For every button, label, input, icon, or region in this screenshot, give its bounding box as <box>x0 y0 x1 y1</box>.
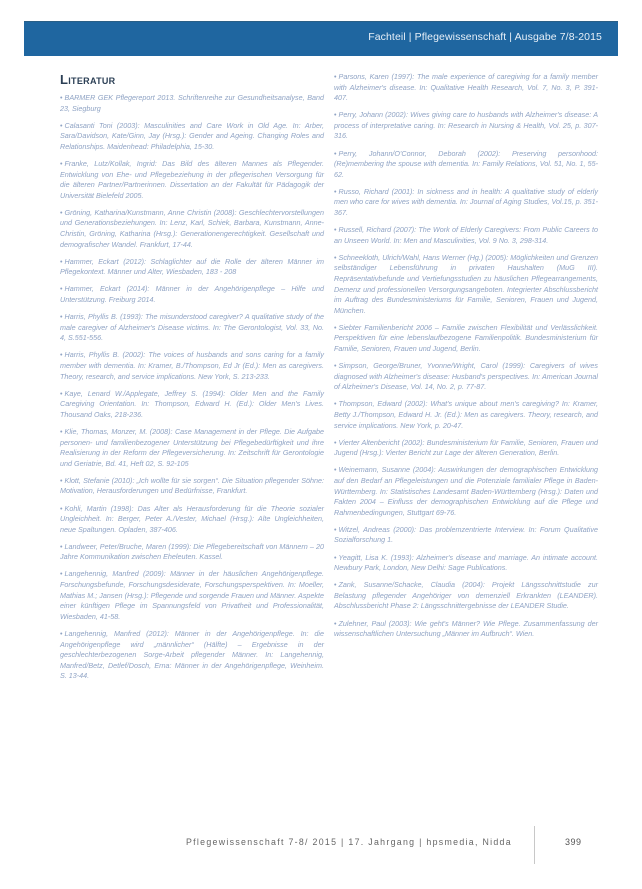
reference-entry <box>334 580 598 612</box>
footer-divider <box>534 826 535 864</box>
bullet-icon: • <box>334 72 337 81</box>
bullet-icon: • <box>334 361 337 371</box>
reference-text: Witzel, Andreas (2000): Das problemzentrierte Interview. In: Forum Qualitative Sozialforschung 1. <box>334 524 598 545</box>
bullet-icon: • <box>334 437 337 447</box>
reference-text: Parsons, Karen (1997): The male experience of caregiving for a family member with Alzheimer's disease. In: Qualitative Health Research, Vol. 7, No. 3, P. 391-407. <box>334 72 598 103</box>
reference-text: Perry, Johann (2002): Wives giving care to husbands with Alzheimer's disease: A process of interpretative caring. In: Research in Nursing & Health, Vol. 25, p. 307-316. <box>334 110 598 141</box>
reference-entry <box>60 504 324 536</box>
reference-entry <box>334 187 598 219</box>
reference-entry <box>60 476 324 497</box>
reference-text: Vierter Altenbericht (2002): Bundesministerium für Familie, Senioren, Frauen und Jugend (Hrsg.): Vierter Bericht zur Lage der älteren Generation, Berlin. <box>334 437 598 458</box>
bullet-icon: • <box>60 541 63 551</box>
bullet-icon: • <box>334 465 337 475</box>
reference-entry <box>60 350 324 382</box>
reference-entry <box>334 465 598 518</box>
bullet-icon: • <box>60 93 63 102</box>
bullet-icon: • <box>60 158 63 168</box>
reference-text: Russo, Richard (2001): In sickness and in health: A qualitative study of elderly men who care for wives with dementia. In: Journal of Aging Studies, Vol.15, p. 351-367. <box>334 186 598 218</box>
reference-text: Weinemann, Susanne (2004): Auswirkungen der demographischen Entwicklung auf den Bedarf an Pflegeleistungen und die Potenziale familialer Pflege in Baden-Württemberg. In: Statistisches Landesamt Baden-Württemberg (Hrsg.): Daten und Fakten 2004 – Einfluss der demographischen Entwicklung auf die Pflege und Rahmenbedingungen, Stuttgart 69-76. <box>334 465 598 517</box>
reference-entry <box>60 208 324 250</box>
reference-text: Landweer, Peter/Bruche, Maren (1999): Die Pflegebereitschaft von Männern – 20 Jahre Kommunikation zwischen Eheleuten. Kassel. <box>60 541 324 562</box>
footer-journal-line: Pflegewissenschaft 7-8/ 2015 | 17. Jahrgang | hpsmedia, Nidda <box>186 837 512 847</box>
bullet-icon: • <box>60 388 63 398</box>
reference-list-left <box>60 93 324 682</box>
reference-entry <box>334 110 598 142</box>
bullet-icon: • <box>60 256 63 266</box>
bullet-icon: • <box>60 569 63 579</box>
bullet-icon: • <box>60 475 63 485</box>
bullet-icon: • <box>60 503 63 513</box>
bullet-icon: • <box>334 618 337 628</box>
reference-text: Harris, Phyllis B. (1993): The misunderstood caregiver? A qualitative study of the male caregiver of Alzheimer's Disease victims. In: The Gerontologist, Vol. 33, No. 4, S.551-556. <box>60 312 324 343</box>
reference-text: Zank, Susanne/Schacke, Claudia (2004): Projekt Längsschnittstudie zur Belastung pflegender Angehöriger von demenziell Erkrankten (LEANDER). Abschlussbericht Phase 2: Längsschnittergebnisse der LEANDER Studie. <box>334 580 598 611</box>
reference-list-right <box>334 72 598 640</box>
bullet-icon: • <box>60 628 63 638</box>
reference-text: Klott, Stefanie (2010): „Ich wollte für sie sorgen“. Die Situation pflegender Söhne: Motivation, Herausforderungen und Bedürfnisse, Frankfurt. <box>60 475 324 496</box>
reference-entry <box>334 149 598 181</box>
bullet-icon: • <box>334 110 337 120</box>
reference-text: Simpson, George/Bruner, Yvonne/Wright, Carol (1999): Caregivers of wives diagnosed with Alzheimer's disease: Husband's perspectives. In: American Journal of Alzheimer's Disease, Vol. 14, No. 2, p. 77-87. <box>334 361 598 392</box>
reference-text: Kohli, Martin (1998): Das Alter als Herausforderung für die Theorie sozialer Ungleichheit. In: Berger, Peter A./Vester, Michael (Hrsg.): Alte Ungleichheiten, neue Spaltungen. Opladen, 387-406. <box>60 503 324 534</box>
section-title: Literatur <box>60 72 116 87</box>
bullet-icon: • <box>334 399 337 409</box>
reference-text: Langehennig, Manfred (2009): Männer in der häuslichen Angehörigenpflege. Forschungsbefunde, Forschungsdesiderate, Forschungsperspektiven. In: Moeller, Mathias M.; Jansen (Hrsg.): Pflegende und sorgende Frauen und Männer. Aspekte einer künftigen Pflege im Spannungsfeld von Privatheit und Professionalität, Wiesbaden, 41-58. <box>60 569 324 621</box>
reference-text: Kaye, Lenard W./Applegate, Jeffrey S. (1994): Older Men and the Family Caregiving Orientation. In: Thompson, Edward H. (Ed.): Older Men's Lives. Thousand Oaks, 218-236. <box>60 388 324 419</box>
reference-text: Harris, Phyllis B. (2002): The voices of husbands and sons caring for a family member with dementia. In: Kramer, B./Thompson, Ed Jr (Ed.): Men as caregivers. Theory, research, and service implications. New York, S. 213-233. <box>60 350 324 381</box>
reference-entry <box>60 284 324 305</box>
reference-entry <box>60 569 324 622</box>
reference-text: Hammer, Eckart (2012): Schlaglichter auf die Rolle der älteren Männer im Pflegekontext. Männer und Alter, Wiesbaden, 183 - 208 <box>60 256 324 277</box>
reference-text: Schneekloth, Ulrich/Wahl, Hans Werner (Hg.) (2005): Möglichkeiten und Grenzen selbständiger Lebensführung in privaten Haushalten (MuG III). Repräsentativbefunde und Vertiefungsstudien zu häuslichen Pflegearrangements, Demenz und professionellen Versorgungsangeboten. Integrierter Abschlussbericht im Auftrag des Bundesministeriums für Familie, Senioren, Frauen und Jugend, München. <box>334 252 598 315</box>
bullet-icon: • <box>334 148 337 158</box>
reference-entry <box>60 312 324 344</box>
reference-entry <box>334 225 598 246</box>
reference-entry <box>60 427 324 469</box>
reference-entry <box>334 438 598 459</box>
reference-entry <box>60 257 324 278</box>
reference-text: Gröning, Katharina/Kunstmann, Anne Christin (2008): Geschlechtervorstellungen und Generationsbeziehungen. In: Lenz, Karl, Schiek, Barbara, Kunstmann, Anne-Christin, Gröning, Katharina (Hrsg.): Generationengerechtigkeit. Gesellschaft und demografischer Wandel. Frankfurt, 17-44. <box>60 207 324 249</box>
reference-text: BARMER GEK Pflegereport 2013. Schriftenreihe zur Gesundheitsanalyse, Band 23, Siegburg <box>60 93 324 113</box>
reference-text: Zulehner, Paul (2003): Wie geht's Männer? Wie Pflege. Zusammenfassung der wissenschaftlichen Untersuchung „Männer im Aufbruch“. Wien. <box>334 618 598 639</box>
reference-text: Russell, Richard (2007): The Work of Elderly Caregivers: From Public Careers to an Unseen World. In: Men and Masculinities, Vol. 9 No. 3, 298-314. <box>334 225 598 245</box>
reference-text: Hammer, Eckart (2014): Männer in der Angehörigenpflege – Hilfe und Unterstützung. Freiburg 2014. <box>60 284 324 304</box>
header-bar <box>24 21 618 56</box>
reference-entry <box>60 121 324 153</box>
reference-entry <box>60 93 324 114</box>
reference-text: Franke, Lutz/Kollak, Ingrid: Das Bild des älteren Mannes als Pflegender. Entwicklung von Ehe- und Pflegebeziehung in der pflegerischen Versorgung für die älteren Partner/Partnerinnen. Dissertation an der Fakultät für Pädagogik der Universität Bielefeld 2005. <box>60 158 324 200</box>
bullet-icon: • <box>334 580 337 590</box>
bullet-icon: • <box>334 225 337 235</box>
reference-entry <box>60 389 324 421</box>
bullet-icon: • <box>334 252 337 262</box>
reference-text: Siebter Familienbericht 2006 – Familie zwischen Flexibilität und Verlässlichkeit. Perspektiven für eine lebenslaufbezogene Familienpolitik. Bundesministerium für Familie, Senioren, Frauen und Jugend, Berlin. <box>334 322 598 354</box>
bullet-icon: • <box>60 284 63 294</box>
reference-entry <box>334 253 598 317</box>
bullet-icon: • <box>60 120 63 130</box>
reference-entry <box>334 72 598 104</box>
bullet-icon: • <box>60 312 63 322</box>
bullet-icon: • <box>334 552 337 562</box>
reference-text: Klie, Thomas, Monzer, M. (2008): Case Management in der Pflege. Die Aufgabe personen- und familienbezogener Unterstützung bei Pflegebedürftigkeit und ihre Realisierung in der Reform der Pflegeversicherung. In: Zeitschrift für Gerontologie und Geriatrie, Bd. 41, Heft 02, S. 92-105 <box>60 426 324 468</box>
reference-text: Calasanti Toni (2003): Masculinities and Care Work in Old Age. In: Arber, Sara/Davidson, Kate/Ginn, Jay (Hrsg.): Gender and Ageing. Changing Roles and Relationships. Maidenhead: Philadelphia, 15-30. <box>60 120 324 151</box>
reference-text: Yeagitt, Lisa K. (1993): Alzheimer's disease and marriage. An intimate account. Newbury Park, London, New Delhi: Sage Publications. <box>334 552 598 573</box>
reference-text: Langehennig, Manfred (2012): Männer in der Angehörigenpflege. In: die Angehörigenpflege wird „männlicher“ (Hälfte) – Ergebnisse in der geschlechterbezogenen Sorge-Arbeit pflegender Männer. In: Langehennig, Manfred/Betz, Detlef/Dosch, Erna: Männer in der Angehörigenpflege, Weinheim. S. 13-44. <box>60 628 324 681</box>
bullet-icon: • <box>60 426 63 436</box>
reference-entry <box>334 323 598 355</box>
bullet-icon: • <box>334 186 337 196</box>
bullet-icon: • <box>334 322 337 332</box>
reference-entry <box>334 361 598 393</box>
reference-text: Perry, Johann/O'Connor, Deborah (2002): Preserving personhood: (Re)membering the spouse with dementia. In: Family Relations, Vol. 51, No. 1, 55-62. <box>334 148 598 179</box>
reference-entry <box>60 542 324 563</box>
page-number: 399 <box>565 837 582 847</box>
reference-entry <box>60 629 324 682</box>
bullet-icon: • <box>334 524 337 534</box>
references-column-left <box>60 72 324 688</box>
bullet-icon: • <box>60 207 63 217</box>
reference-entry <box>60 159 324 201</box>
reference-entry <box>334 525 598 546</box>
reference-text: Thompson, Edward (2002): What's unique about men's caregiving? In: Kramer, Betty J./Thompson, Edward H. Jr. (Ed.): Men as caregivers. Theory, research, and service implications. New York, p. 20-47. <box>334 399 598 430</box>
header-title: Fachteil | Pflegewissenschaft | Ausgabe 7/8-2015 <box>368 31 602 43</box>
reference-entry <box>334 399 598 431</box>
references-column-right <box>334 72 598 646</box>
bullet-icon: • <box>60 350 63 360</box>
reference-entry <box>334 619 598 640</box>
reference-entry <box>334 553 598 574</box>
